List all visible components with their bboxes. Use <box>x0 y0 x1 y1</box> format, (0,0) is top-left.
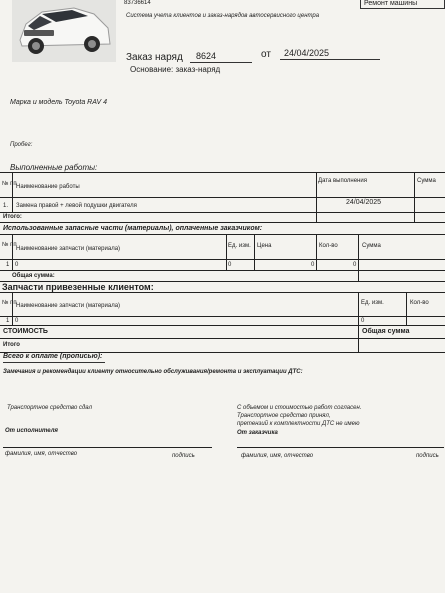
parts-client-col-name: Наименование запчасти (материала) <box>16 303 121 309</box>
works-section-title: Выполненные работы: <box>10 163 98 172</box>
from-executor-label: От исполнителя <box>5 428 58 434</box>
sign-left: подпись <box>172 453 195 459</box>
works-row-date: 24/04/2025 <box>346 199 382 206</box>
order-date: 24/04/2025 <box>284 48 330 58</box>
total-payment-label: Всего к оплате (прописью): <box>3 353 103 360</box>
works-col-name: Наименование работы <box>16 184 80 190</box>
order-number: 8624 <box>196 51 217 61</box>
parts-client-row-unit: 0 <box>361 318 365 324</box>
remarks-label: Замечания и рекомендации клиенту относительно обслуживания/ремонта и эксплуатации ДТС: <box>3 369 303 375</box>
model-row <box>10 99 107 106</box>
parts-client-row-num: 1 <box>6 318 10 324</box>
parts-client-total-label: Итого <box>3 342 20 348</box>
order-basis: Основание: заказ-наряд <box>130 65 221 74</box>
order-label: Заказ наряд <box>126 52 183 63</box>
sign-right: подпись <box>416 453 439 459</box>
from-customer-label: От заказчика <box>237 430 278 436</box>
fio-right: фамилия, имя, отчество <box>241 453 314 459</box>
parts-customer-row-qty: 0 <box>311 262 315 268</box>
parts-customer-col-unit: Ед. изм. <box>228 243 251 249</box>
top-box: Ремонт машины <box>360 0 445 9</box>
system-title: Система учета клиентов и заказ-нарядов автосервисного центра <box>126 13 320 19</box>
fio-left: фамилия, имя, отчество <box>5 451 78 457</box>
parts-customer-col-num: № пп <box>2 242 17 248</box>
parts-client-title: Запчасти привезенные клиентом: <box>2 282 154 292</box>
agree-line-2: Транспортное средство принял, <box>237 413 331 419</box>
agree-line-1: С объемом и стоимостью работ согласен. <box>237 405 362 411</box>
handed-over-label: Транспортное средство сдал <box>7 405 92 411</box>
parts-client-cost-label: СТОИМОСТЬ <box>3 328 48 335</box>
parts-customer-row-price: 0 <box>228 262 232 268</box>
works-col-date: Дата выполнения <box>318 178 367 184</box>
parts-client-col-qty: Кол-во <box>410 300 429 306</box>
order-number-underline <box>190 62 252 63</box>
total-payment-underline <box>3 362 105 363</box>
works-total-label: Итого: <box>3 214 22 220</box>
parts-customer-row-sum: 0 <box>353 262 357 268</box>
parts-customer-col-sum: Сумма <box>362 243 381 249</box>
parts-client-total-sum-label: Общая сумма <box>362 328 410 335</box>
top-number: 83736614 <box>124 0 151 6</box>
model-label: Марка и модель <box>10 99 63 106</box>
parts-customer-row-name: 0 <box>15 262 19 268</box>
parts-customer-col-price: Цена <box>257 243 272 249</box>
parts-customer-title: Использованные запасные части (материалы), оплаченные заказчиком: <box>3 225 263 232</box>
works-row-num: 1. <box>3 203 9 209</box>
parts-customer-row-num: 1 <box>6 262 10 268</box>
works-col-sum: Сумма <box>417 178 436 184</box>
signature-line-left <box>3 447 212 448</box>
agree-line-3: претензий к комплектности ДТС не имею <box>237 421 360 427</box>
works-col-num: № пп <box>2 181 17 187</box>
car-illustration <box>12 0 116 62</box>
parts-customer-col-qty: Кол-во <box>319 243 338 249</box>
parts-customer-total-label: Общая сумма: <box>12 273 55 279</box>
parts-client-col-num: № пп <box>2 300 17 306</box>
signature-line-right <box>237 447 444 448</box>
from-label: от <box>261 49 271 60</box>
model-value: Toyota RAV 4 <box>64 99 108 106</box>
car-photo <box>12 0 116 62</box>
parts-customer-col-name: Наименование запчасти (материала) <box>16 246 121 252</box>
mileage-label: Пробег: <box>10 142 33 148</box>
works-row-name: Замена правой + левой подушки двигателя <box>16 203 137 209</box>
parts-client-col-unit: Ед. изм. <box>361 300 384 306</box>
parts-client-row-name: 0 <box>15 318 19 324</box>
order-date-underline <box>280 59 380 60</box>
